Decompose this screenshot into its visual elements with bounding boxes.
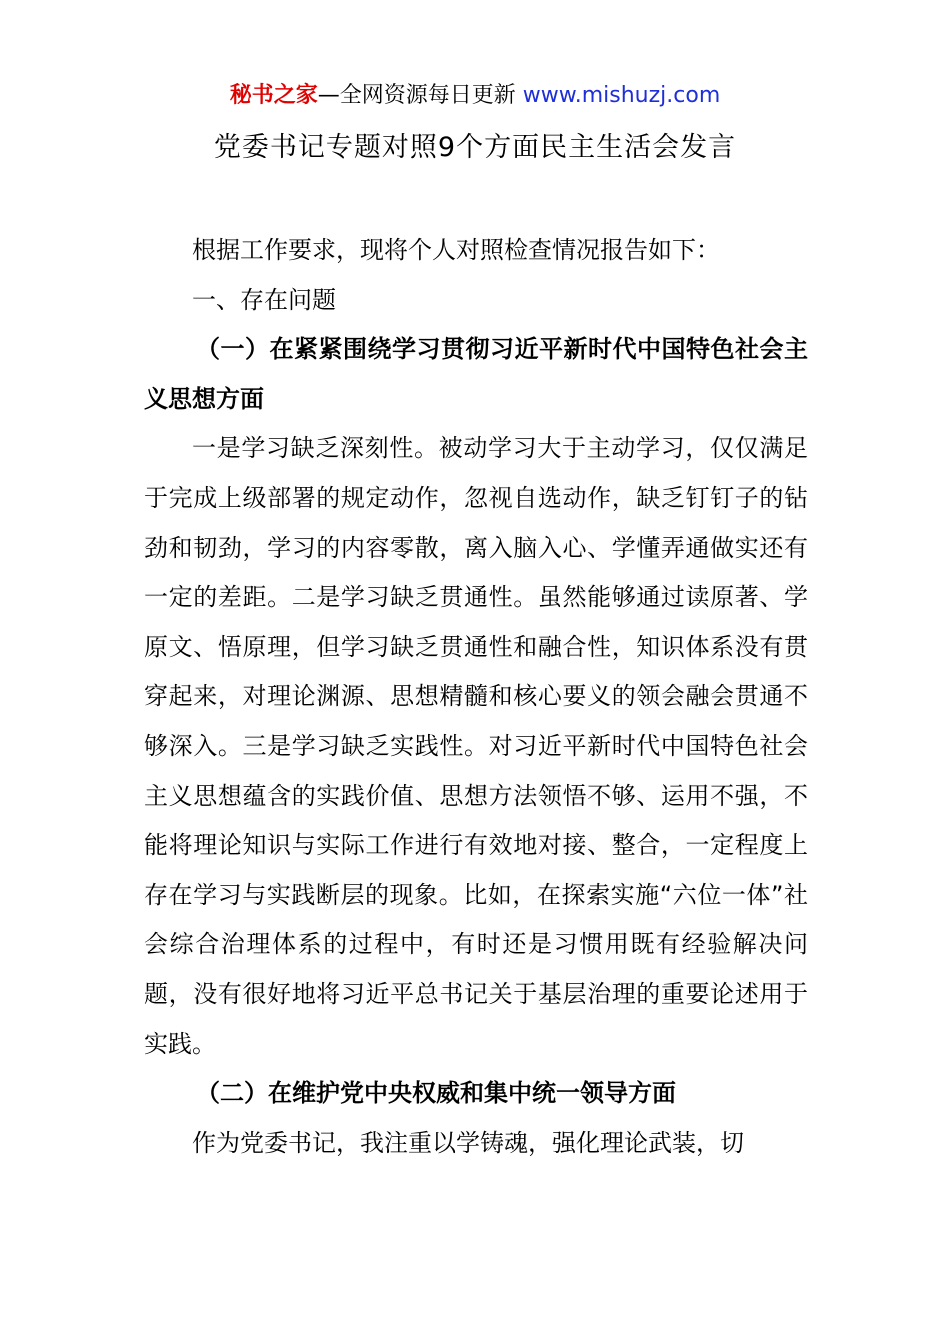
body-paragraph-2: 作为党委书记，我注重以学铸魂，强化理论武装，切 [192, 1128, 744, 1157]
document-body [144, 226, 808, 1168]
document-title: 党委书记专题对照9个方面民主生活会发言 [213, 132, 737, 163]
site-slogan: —全网资源每日更新 [317, 83, 516, 108]
site-brand: 秘书之家 [229, 83, 318, 108]
section-heading: 一、存在问题 [192, 285, 336, 314]
site-header [0, 80, 950, 112]
subsection-heading-1: （一）在紧紧围绕学习贯彻习近平新时代中国特色社会主义思想方面 [144, 335, 808, 413]
body-paragraph-1: 一是学习缺乏深刻性。被动学习大于主动学习，仅仅满足于完成上级部署的规定动作，忽视自选动作，缺乏钉钉子的钻劲和韧劲，学习的内容零散，离入脑入心、学懂弄通做实还有一定的差距。二是学习缺乏贯通性。虽然能够通过读原著、学原文、悟原理，但学习缺乏贯通性和融合性，知识体系没有贯穿起来，对理论渊源、思想精髓和核心要义的领会融会贯通不够深入。三是学习缺乏实践性。对习近平新时代中国特色社会主义思想蕴含的实践价值、思想方法领悟不够、运用不强，不能将理论知识与实际工作进行有效地对接、整合，一定程度上存在学习与实践断层的现象。比如，在探索实施“六位一体”社会综合治理体系的过程中，有时还是习惯用既有经验解决问题，没有很好地将习近平总书记关于基层治理的重要论述用于实践。 [144, 434, 808, 1058]
intro-paragraph: 根据工作要求，现将个人对照检查情况报告如下： [192, 236, 720, 264]
subsection-heading-2: （二）在维护党中央权威和集中统一领导方面 [196, 1079, 676, 1108]
site-url[interactable]: www.mishuzj.com [522, 83, 721, 108]
